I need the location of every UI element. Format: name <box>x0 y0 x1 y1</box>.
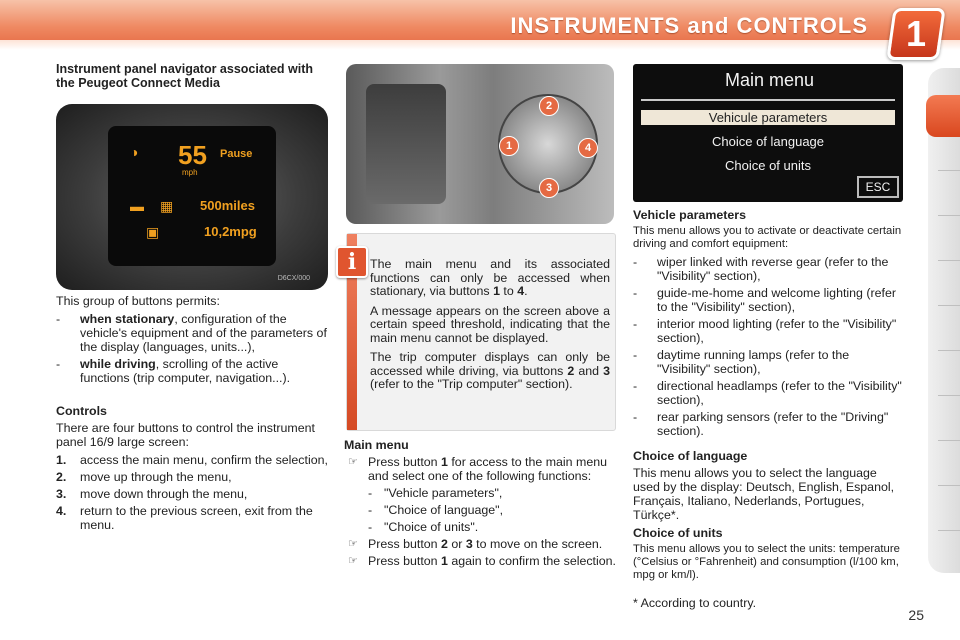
vehicle-parameters-intro: This menu allows you to activate or deactivate certain driving and comfort equipment: <box>633 225 902 250</box>
column-left-body <box>56 294 328 535</box>
info-text <box>370 258 610 398</box>
list-item: - while driving, scrolling of the active functions (trip computer, navigation...). <box>56 357 291 385</box>
item-text: , configuration of the vehicle's equipment and of the parameters of the display (languages, units...), <box>80 312 327 354</box>
info-icon: i <box>336 246 368 278</box>
chapter-number: 1 <box>905 13 927 54</box>
main-menu-screen <box>633 64 903 202</box>
esc-button[interactable]: ESC <box>857 176 899 198</box>
arrow-icon: ☞ <box>348 538 358 550</box>
language-text: This menu allows you to select the language used by the display: Deutsch, English, Espanol, Français, Italiano, Nederlands, Portugues, Türkçe*. <box>633 466 895 522</box>
control-item: 4. return to the previous screen, exit from the menu. <box>56 504 313 532</box>
tab-divider <box>938 215 960 216</box>
pump-icon: ▣ <box>146 224 160 240</box>
control-item: 2. move up through the menu, <box>56 470 232 484</box>
gauge-icon: ◑ <box>130 144 139 160</box>
consumption-value: 10,2mpg <box>204 224 257 239</box>
status-value: Pause <box>220 148 253 160</box>
footnote: * According to country. <box>633 596 757 610</box>
button-3-marker: 3 <box>539 178 559 198</box>
speed-unit: mph <box>182 168 198 177</box>
main-menu-title: Main menu <box>344 438 409 452</box>
list-item: - guide-me-home and welcome lighting (refer to the "Visibility" section), <box>633 286 896 314</box>
option-item: - "Choice of units". <box>368 520 479 534</box>
info-paragraph: The trip computer displays can only be accessed while driving, via buttons 2 and 3 (refer to the "Trip computer" section). <box>370 350 610 391</box>
speed-value: 55 <box>178 140 207 170</box>
intro-text: This group of buttons permits: <box>56 294 220 308</box>
tab-divider <box>938 485 960 486</box>
language-title: Choice of language <box>633 449 748 463</box>
step-item: ☞ Press button 1 again to confirm the selection. <box>348 554 616 568</box>
step-item: ☞ Press button 1 for access to the main menu and select one of the following functions: <box>348 455 608 483</box>
tab-divider <box>938 350 960 351</box>
page-number: 25 <box>908 607 924 623</box>
units-text: This menu allows you to select the units: temperature (°Celsius or °Fahrenheit) and consumption (l/100 km, mpg or km/l). <box>633 543 900 581</box>
list-item: - when stationary, configuration of the vehicle's equipment and of the parameters of the display (languages, units...), <box>56 312 327 354</box>
option-item: - "Vehicle parameters", <box>368 486 503 500</box>
screen-item-vehicle-parameters[interactable]: Vehicule parameters <box>641 110 895 125</box>
header-band <box>0 40 960 50</box>
list-item: - directional headlamps (refer to the "Visibility" section), <box>633 379 902 407</box>
panel-display <box>108 126 276 266</box>
column-right-body <box>633 208 905 614</box>
button-1-marker: 1 <box>499 136 519 156</box>
control-item: 1. access the main menu, confirm the selection, <box>56 453 328 467</box>
option-item: - "Choice of language", <box>368 503 504 517</box>
page-title: INSTRUMENTS and CONTROLS <box>510 13 868 38</box>
item-bold: when stationary <box>80 312 175 326</box>
list-item: - interior mood lighting (refer to the "Visibility" section), <box>633 317 897 345</box>
button-2-marker: 2 <box>539 96 559 116</box>
screen-item-choice-of-language[interactable]: Choice of language <box>711 134 825 149</box>
center-console-illustration <box>346 64 614 224</box>
chapter-tabs <box>928 68 960 573</box>
main-menu-section <box>344 438 616 571</box>
tab-divider <box>938 395 960 396</box>
controls-intro: There are four buttons to control the instrument panel 16/9 large screen: <box>56 421 315 449</box>
screen-title: Main menu <box>725 70 815 90</box>
tab-divider <box>938 440 960 441</box>
gear-lever-area <box>366 84 446 204</box>
tab-divider <box>938 530 960 531</box>
units-title: Choice of units <box>633 526 723 540</box>
chapter-badge <box>886 8 945 60</box>
control-item: 3. move down through the menu, <box>56 487 248 501</box>
step-item: ☞ Press button 2 or 3 to move on the screen. <box>348 537 603 551</box>
car-icon: ▬ <box>130 198 144 214</box>
fuel-icon: ▦ <box>160 198 174 214</box>
chapter-tab-active[interactable] <box>926 95 960 137</box>
arrow-icon: ☞ <box>348 555 358 567</box>
button-4-marker: 4 <box>578 138 598 158</box>
list-item: - wiper linked with reverse gear (refer to the "Visibility" section), <box>633 255 889 283</box>
controls-title: Controls <box>56 404 107 418</box>
item-text: , scrolling of the active functions (trip computer, navigation...). <box>80 357 291 385</box>
list-item: - rear parking sensors (refer to the "Driving" section). <box>633 410 889 438</box>
column-left <box>56 62 328 90</box>
tab-divider <box>938 305 960 306</box>
screen-item-choice-of-units[interactable]: Choice of units <box>725 158 811 173</box>
illustration-code: D6CX/000 <box>277 275 310 282</box>
tab-divider <box>938 260 960 261</box>
info-paragraph: A message appears on the screen above a certain speed threshold, indicating that the main menu cannot be displayed. <box>370 303 610 345</box>
section-heading: Instrument panel navigator associated with the Peugeot Connect Media <box>56 62 314 90</box>
instrument-panel-illustration <box>56 104 328 290</box>
item-bold: while driving <box>80 357 156 371</box>
list-item: - daytime running lamps (refer to the "Visibility" section), <box>633 348 850 376</box>
info-paragraph: The main menu and its associated functions can only be accessed when stationary, via buttons 1 to 4. <box>370 257 610 298</box>
screen-divider <box>641 99 895 101</box>
tab-divider <box>938 170 960 171</box>
range-value: 500miles <box>200 198 255 213</box>
vehicle-parameters-title: Vehicle parameters <box>633 208 746 222</box>
arrow-icon: ☞ <box>348 456 358 468</box>
